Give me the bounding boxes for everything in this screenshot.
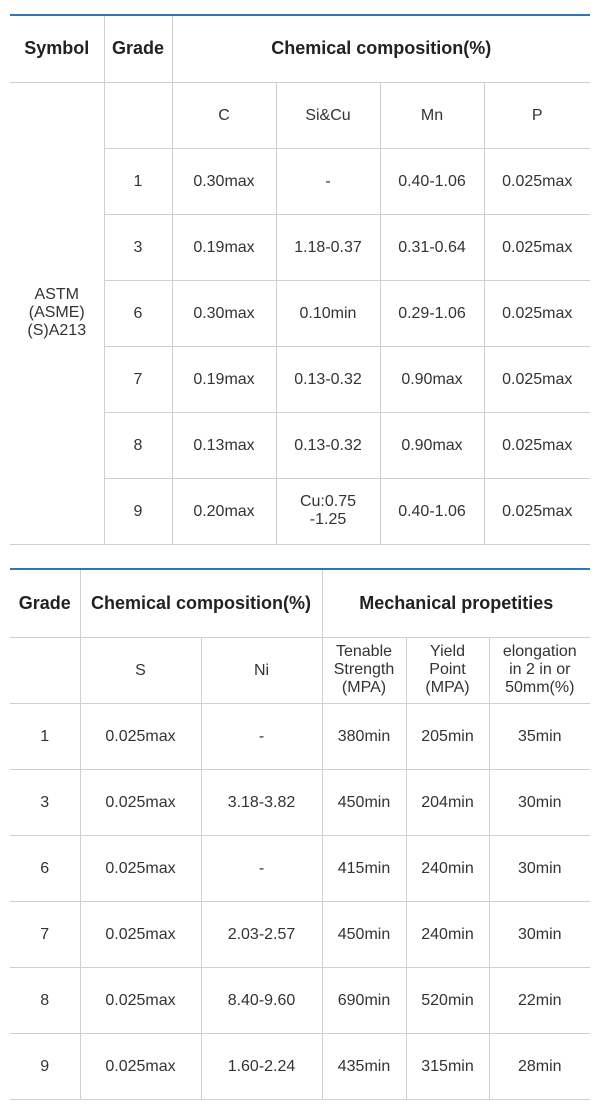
yield-cell: 520min [406, 967, 489, 1033]
grade-cell: 8 [104, 412, 172, 478]
yield-cell: 204min [406, 769, 489, 835]
mn-cell: 0.31-0.64 [380, 214, 484, 280]
p-cell: 0.025max [484, 478, 590, 544]
chemical-composition-header: Chemical composition(%) [80, 569, 322, 637]
yield-cell: 315min [406, 1033, 489, 1099]
empty-grade-cell [104, 82, 172, 148]
grade-header: Grade [104, 15, 172, 82]
table-row [10, 703, 590, 769]
yield-point-subheader [406, 637, 489, 703]
grade-cell: 7 [104, 346, 172, 412]
grade-cell: 9 [10, 1033, 80, 1099]
sicu-line-1: Cu:0.75 [299, 493, 357, 510]
sicu-cell: 0.10min [276, 280, 380, 346]
sicu-cell [276, 478, 380, 544]
symbol-line-3: (S)A213 [27, 322, 87, 339]
grade-cell: 6 [104, 280, 172, 346]
ni-cell: 1.60-2.24 [201, 1033, 322, 1099]
c-cell: 0.30max [172, 148, 276, 214]
table-row [10, 769, 590, 835]
mn-cell: 0.40-1.06 [380, 148, 484, 214]
elongation-cell: 30min [489, 835, 590, 901]
s-subheader: S [80, 637, 201, 703]
c-cell: 0.19max [172, 346, 276, 412]
c-cell: 0.20max [172, 478, 276, 544]
grade-cell: 3 [10, 769, 80, 835]
ni-cell: 2.03-2.57 [201, 901, 322, 967]
ni-cell: 3.18-3.82 [201, 769, 322, 835]
elongation-line-3: 50mm(%) [505, 679, 575, 696]
sicu-cell: 0.13-0.32 [276, 346, 380, 412]
grade-cell: 8 [10, 967, 80, 1033]
yield-cell: 240min [406, 835, 489, 901]
s-cell: 0.025max [80, 769, 201, 835]
p-subheader: P [484, 82, 590, 148]
tensile-cell: 435min [322, 1033, 406, 1099]
tensile-cell: 415min [322, 835, 406, 901]
tensile-line-3: (MPA) [341, 679, 387, 696]
elongation-line-1: elongation [502, 643, 577, 660]
p-cell: 0.025max [484, 214, 590, 280]
elongation-cell: 30min [489, 769, 590, 835]
tensile-cell: 690min [322, 967, 406, 1033]
sicu-cell: 1.18-0.37 [276, 214, 380, 280]
chemical-composition-header: Chemical composition(%) [172, 15, 590, 82]
s-cell: 0.025max [80, 901, 201, 967]
grade-cell: 7 [10, 901, 80, 967]
tensile-line-2: Strength [333, 661, 395, 678]
sicu-cell: - [276, 148, 380, 214]
s-cell: 0.025max [80, 1033, 201, 1099]
p-cell: 0.025max [484, 148, 590, 214]
p-cell: 0.025max [484, 412, 590, 478]
s-cell: 0.025max [80, 967, 201, 1033]
yield-line-2: Point [429, 661, 466, 678]
mn-cell: 0.90max [380, 412, 484, 478]
yield-line-1: Yield [430, 643, 465, 660]
symbol-header: Symbol [10, 15, 104, 82]
tensile-line-1: Tenable [335, 643, 393, 660]
symbol-line-2: (ASME) [28, 304, 85, 321]
sicu-line-2: -1.25 [309, 511, 347, 528]
empty-grade-cell [10, 637, 80, 703]
tensile-strength-subheader [322, 637, 406, 703]
c-cell: 0.30max [172, 280, 276, 346]
yield-cell: 205min [406, 703, 489, 769]
elongation-subheader [489, 637, 590, 703]
grade-header: Grade [10, 569, 80, 637]
mechanical-properties-table [10, 568, 590, 1100]
table-row [10, 967, 590, 1033]
grade-cell: 1 [10, 703, 80, 769]
elongation-cell: 30min [489, 901, 590, 967]
elongation-line-2: in 2 in or [509, 661, 571, 678]
tensile-cell: 450min [322, 901, 406, 967]
yield-line-3: (MPA) [425, 679, 470, 696]
table-row [10, 901, 590, 967]
c-subheader: C [172, 82, 276, 148]
yield-cell: 240min [406, 901, 489, 967]
s-cell: 0.025max [80, 835, 201, 901]
mn-cell: 0.90max [380, 346, 484, 412]
elongation-cell: 28min [489, 1033, 590, 1099]
elongation-cell: 35min [489, 703, 590, 769]
p-cell: 0.025max [484, 280, 590, 346]
tensile-cell: 450min [322, 769, 406, 835]
symbol-line-1: ASTM [34, 286, 79, 303]
p-cell: 0.025max [484, 346, 590, 412]
grade-cell: 1 [104, 148, 172, 214]
c-cell: 0.13max [172, 412, 276, 478]
symbol-cell [10, 82, 104, 544]
chemical-composition-table [10, 14, 590, 545]
elongation-cell: 22min [489, 967, 590, 1033]
ni-cell: 8.40-9.60 [201, 967, 322, 1033]
mn-cell: 0.40-1.06 [380, 478, 484, 544]
s-cell: 0.025max [80, 703, 201, 769]
grade-cell: 6 [10, 835, 80, 901]
c-cell: 0.19max [172, 214, 276, 280]
ni-cell: - [201, 703, 322, 769]
table-row [10, 835, 590, 901]
mechanical-properties-header: Mechanical propetities [322, 569, 590, 637]
grade-cell: 9 [104, 478, 172, 544]
sicu-subheader: Si&Cu [276, 82, 380, 148]
grade-cell: 3 [104, 214, 172, 280]
ni-subheader: Ni [201, 637, 322, 703]
table-row [10, 1033, 590, 1099]
ni-cell: - [201, 835, 322, 901]
tensile-cell: 380min [322, 703, 406, 769]
sicu-cell: 0.13-0.32 [276, 412, 380, 478]
mn-subheader: Mn [380, 82, 484, 148]
mn-cell: 0.29-1.06 [380, 280, 484, 346]
